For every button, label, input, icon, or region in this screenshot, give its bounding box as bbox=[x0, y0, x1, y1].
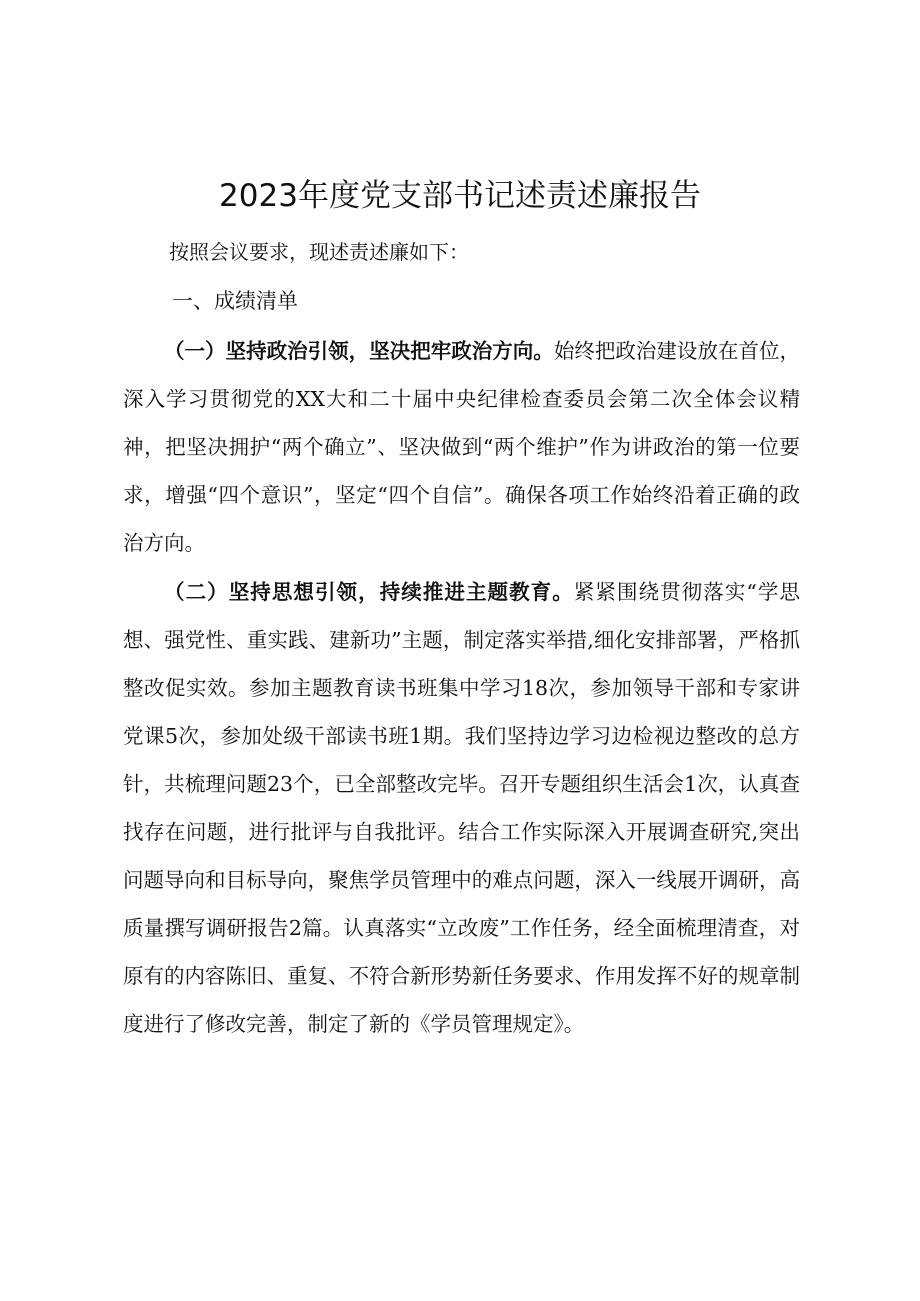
paragraph-body: 始终把政治建设放在首位，深入学习贯彻党的XX大和二十届中央纪律检查委员会第二次全体会议精神，把坚决拥护“两个确立”、坚决做到“两个维护”作为讲政治的第一位要求，增强“四个意识”，坚定“四个自信”。确保各项工作始终沿着正确的政治方向。 bbox=[123, 339, 801, 555]
paragraph-ideological-guidance bbox=[123, 568, 800, 1048]
intro-paragraph: 按照会议要求，现述责述廉如下： bbox=[169, 240, 469, 264]
section-heading-achievements: 一、成绩清单 bbox=[172, 289, 298, 313]
document-title: 2023年度党支部书记述责述廉报告 bbox=[219, 178, 701, 214]
paragraph-body: 紧紧围绕贯彻落实“学思想、强党性、重实践、建新功”主题，制定落实举措,细化安排部署，严格抓整改促实效。参加主题教育读书班集中学习18次，参加领导干部和专家讲党课5次，参加处级干部读书班1期。我们坚持边学习边检视边整改的总方针，共梳理问题23个，已全部整改完毕。召开专题组织生活会1次，认真查找存在问题，进行批评与自我批评。结合工作实际深入开展调查研究,突出问题导向和目标导向，聚焦学员管理中的难点问题，深入一线展开调研，高质量撰写调研报告2篇。认真落实“立改废”工作任务，经全面梳理清查，对原有的内容陈旧、重复、不符合新形势新任务要求、作用发挥不好的规章制度进行了修改完善，制定了新的《学员管理规定》。 bbox=[123, 580, 801, 1036]
paragraph-political-guidance bbox=[123, 327, 800, 567]
paragraph-lead: （一）坚持政治引领，坚决把牢政治方向。 bbox=[164, 339, 554, 363]
paragraph-lead: （二）坚持思想引领，持续推进主题教育。 bbox=[164, 580, 574, 604]
